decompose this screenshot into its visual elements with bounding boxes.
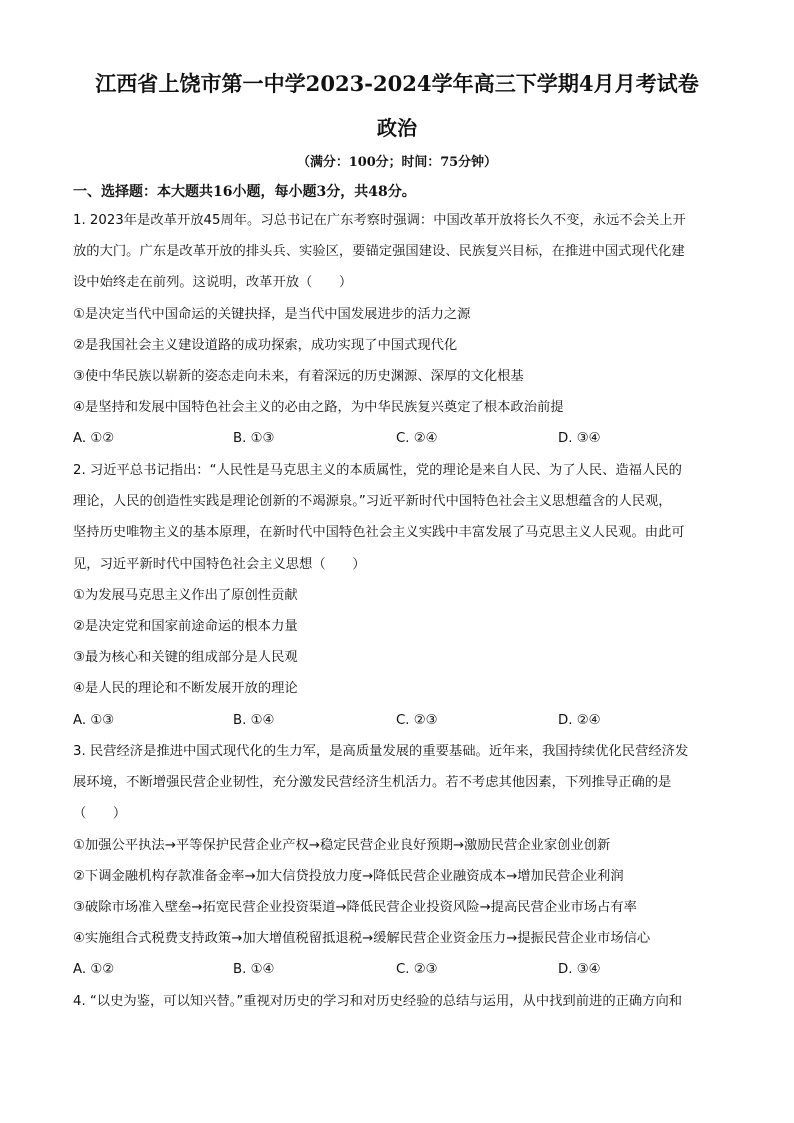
option-a: A. ①② [73,431,115,446]
exam-info: （满分：100分；时间：75分钟） [297,155,497,170]
option-d: D. ②④ [558,713,601,728]
option-b: B. ①④ [233,713,275,728]
question-text-line: 1. 2023年是改革开放45周年。习总书记在广东考察时强调：中国改革开放将长久不变，永远不会关上开 [73,213,686,228]
option-c: C. ②④ [396,431,438,446]
subject-title: 政治 [376,116,418,140]
exam-title: 江西省上饶市第一中学2023-2024学年高三下学期4月月考试卷 [95,71,699,96]
option-b: B. ①③ [233,431,275,446]
question-text-line: 坚持历史唯物主义的基本原理，在新时代中国特色社会主义实践中丰富发展了马克思主义人民观。由此可 [73,525,685,540]
statement-item: ②是决定党和国家前途命运的根本力量 [73,619,298,634]
question-text-line: 设中始终走在前列。这说明，改革开放（ ） [73,275,353,290]
statement-item: ①是决定当代中国命运的关键抉择，是当代中国发展进步的活力之源 [73,307,471,322]
statement-item: ①加强公平执法→平等保护民营企业产权→稳定民营企业良好预期→激励民营企业家创业创新 [73,838,611,853]
question-text-line: 3. 民营经济是推进中国式现代化的生力军，是高质量发展的重要基础。近年来，我国持续优化民营经济发 [73,744,689,759]
question-text-line: 4. “以史为鉴，可以知兴替。”重视对历史的学习和对历史经验的总结与运用，从中找到前进的正确方向和 [73,994,683,1009]
question-text-line: 见，习近平新时代中国特色社会主义思想（ ） [73,557,366,572]
statement-item: ③破除市场准入壁垒→拓宽民营企业投资渠道→降低民营企业投资风险→提高民营企业市场占有率 [73,900,637,915]
option-d: D. ③④ [558,431,601,446]
question-text-line: 放的大门。广东是改革开放的排头兵、实验区，要锚定强国建设、民族复兴目标，在推进中国式现代化建 [73,244,685,259]
option-c: C. ②③ [396,962,438,977]
option-a: A. ①③ [73,713,115,728]
statement-item: ④是坚持和发展中国特色社会主义的必由之路，为中华民族复兴奠定了根本政治前提 [73,400,564,415]
statement-item: ④是人民的理论和不断发展开放的理论 [73,681,298,696]
statement-item: ③使中华民族以崭新的姿态走向未来，有着深远的历史渊源、深厚的文化根基 [73,369,524,384]
statement-item: ①为发展马克思主义作出了原创性贡献 [73,588,298,603]
question-text-line: 2. 习近平总书记指出：“人民性是马克思主义的本质属性，党的理论是来自人民、为了人民、造福人民的 [73,463,682,478]
statement-item: ②下调金融机构存款准备金率→加大信贷投放力度→降低民营企业融资成本→增加民营企业利润 [73,869,624,884]
question-text-line: 展环境，不断增强民营企业韧性，充分激发民营经济生机活力。若不考虑其他因素，下列推导正确的是 [73,775,672,790]
option-d: D. ③④ [558,962,601,977]
statement-item: ④实施组合式税费支持政策→加大增值税留抵退税→缓解民营企业资金压力→提振民营企业市场信心 [73,931,651,946]
statement-item: ②是我国社会主义建设道路的成功探索，成功实现了中国式现代化 [73,338,458,353]
section-heading: 一、选择题：本大题共16小题，每小题3分，共48分。 [73,184,416,200]
option-c: C. ②③ [396,713,438,728]
option-b: B. ①④ [233,962,275,977]
option-a: A. ①② [73,962,115,977]
question-text-line: 理论，人民的创造性实践是理论创新的不竭源泉。”习近平新时代中国特色社会主义思想蕴含的人民观， [73,494,672,509]
statement-item: ③最为核心和关键的组成部分是人民观 [73,650,298,665]
question-text-line: （ ） [73,806,127,821]
